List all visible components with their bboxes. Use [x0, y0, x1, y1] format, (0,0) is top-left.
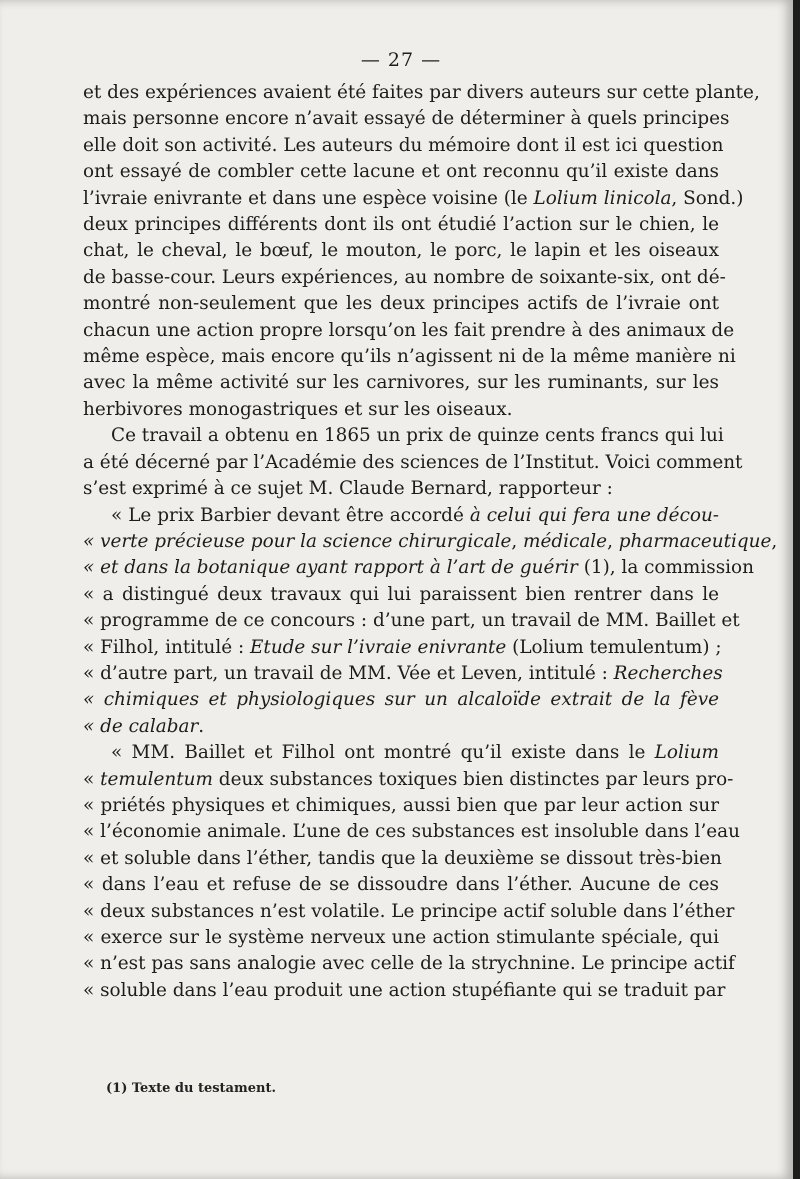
- text-span: , Sond.): [671, 187, 744, 209]
- text-span: .: [198, 715, 205, 737]
- text-span: ,: [511, 530, 524, 552]
- text-line: [83, 186, 744, 212]
- text-line: « et soluble dans l’éther, tandis que la deuxième se dissout très-bien: [83, 847, 722, 869]
- text-line: [83, 661, 723, 687]
- text-line: herbivores monogastriques et sur les oiseaux.: [83, 398, 513, 420]
- italic-text: médicale: [523, 530, 608, 552]
- text-line: « exerce sur le système nerveux une action stimulante spéciale, qui: [83, 927, 719, 948]
- text-line: et des expériences avaient été faites par divers auteurs sur cette plante,: [83, 82, 760, 103]
- text-line: chat, le cheval, le bœuf, le mouton, le porc, le lapin et les oiseaux: [83, 240, 719, 262]
- text-line: s’est exprimé à ce sujet M. Claude Bernard, rapporteur :: [83, 478, 613, 500]
- italic-title: Recherches: [613, 662, 723, 684]
- footnote: (1) Texte du testament.: [106, 1081, 276, 1096]
- text-line: « n’est pas sans analogie avec celle de la strychnine. Le principe actif: [83, 953, 735, 975]
- text-line: avec la même activité sur les carnivores, sur les ruminants, sur les: [83, 372, 719, 394]
- text-span: « d’autre part, un travail de MM. Vée et Leven, intitulé :: [83, 662, 614, 684]
- italic-text: pharmaceutique: [618, 530, 772, 552]
- italic-title: « chimiques et physiologiques sur un alcaloïde extrait de la fève: [83, 689, 719, 711]
- paragraph-1: [83, 80, 760, 423]
- text-line: mais personne encore n’avait essayé de déterminer à quels principes: [83, 108, 730, 130]
- page-body: [83, 46, 778, 1004]
- text-span: « MM. Baillet et Filhol ont montré qu’il existe dans le: [111, 742, 655, 764]
- text-line: [83, 687, 719, 713]
- paragraph-2: [83, 423, 743, 502]
- italic-title: Etude sur l’ivraie enivrante: [250, 636, 507, 658]
- footnote-reference: (1), la commission: [577, 557, 754, 579]
- text-line: même espèce, mais encore qu’ils n’agissent ni de la même manière ni: [83, 346, 736, 368]
- text-line: [83, 635, 722, 661]
- text-line: a été décerné par l’Académie des sciences de l’Institut. Voici comment: [83, 451, 743, 473]
- italic-species-name: Lolium linicola: [533, 187, 672, 209]
- text-span: « Filhol, intitulé :: [83, 636, 250, 658]
- text-line: Ce travail a obtenu en 1865 un prix de quinze cents francs qui lui: [111, 425, 724, 447]
- text-span: deux substances toxiques bien distinctes par leurs pro-: [212, 768, 734, 790]
- italic-text: « et dans la botanique ayant rapport à l’art de guérir: [83, 557, 578, 579]
- text-line: [83, 740, 719, 766]
- text-line: [83, 714, 719, 740]
- text-span: « Le prix Barbier devant être accordé: [111, 504, 470, 526]
- text-line: ont essayé de combler cette lacune et ont reconnu qu’il existe dans: [83, 161, 719, 183]
- text-span: l’ivraie enivrante et dans une espèce voisine (le: [83, 187, 534, 209]
- italic-text: à celui qui fera une décou-: [469, 504, 719, 526]
- quotation-2: [83, 740, 740, 1004]
- text-line: [83, 767, 734, 793]
- text-line: « dans l’eau et refuse de se dissoudre dans l’éther. Aucune de ces: [83, 874, 719, 896]
- text-line: [83, 503, 719, 529]
- quotation-1: [83, 503, 778, 741]
- page-number: — 27 —: [360, 49, 442, 71]
- text-span: «: [83, 768, 101, 790]
- italic-text: « verte précieuse pour la science chirurgicale: [83, 530, 512, 552]
- text-line: de basse-cour. Leurs expériences, au nombre de soixante-six, ont dé-: [83, 266, 726, 288]
- text-span: ,: [771, 530, 778, 552]
- text-line: « soluble dans l’eau produit une action stupéfiante qui se traduit par: [83, 979, 726, 1001]
- text-line: « a distingué deux travaux qui lui paraissent bien rentrer dans le: [83, 583, 719, 605]
- text-line: « programme de ce concours : d’une part, un travail de MM. Baillet et: [83, 610, 740, 632]
- text-line: deux principes différents dont ils ont étudié l’action sur le chien, le: [83, 214, 719, 236]
- italic-species-name: Lolium: [654, 742, 719, 764]
- italic-title: « de calabar: [83, 715, 199, 737]
- text-line: chacun une action propre lorsqu’on les fait prendre à des animaux de: [83, 319, 735, 341]
- text-line: elle doit son activité. Les auteurs du mémoire dont il est ici question: [83, 134, 724, 156]
- text-span: (Lolium temulentum) ;: [506, 636, 722, 658]
- italic-species-name: temulentum: [100, 768, 213, 790]
- text-line: [83, 555, 754, 581]
- text-span: ,: [607, 530, 619, 552]
- text-line: montré non-seulement que les deux principes actifs de l’ivraie ont: [83, 293, 719, 315]
- text-line: [83, 529, 778, 555]
- text-line: « l’économie animale. L’une de ces substances est insoluble dans l’eau: [83, 821, 740, 843]
- text-line: « priétés physiques et chimiques, aussi bien que par leur action sur: [83, 794, 719, 816]
- text-line: « deux substances n’est volatile. Le principe actif soluble dans l’éther: [83, 900, 735, 922]
